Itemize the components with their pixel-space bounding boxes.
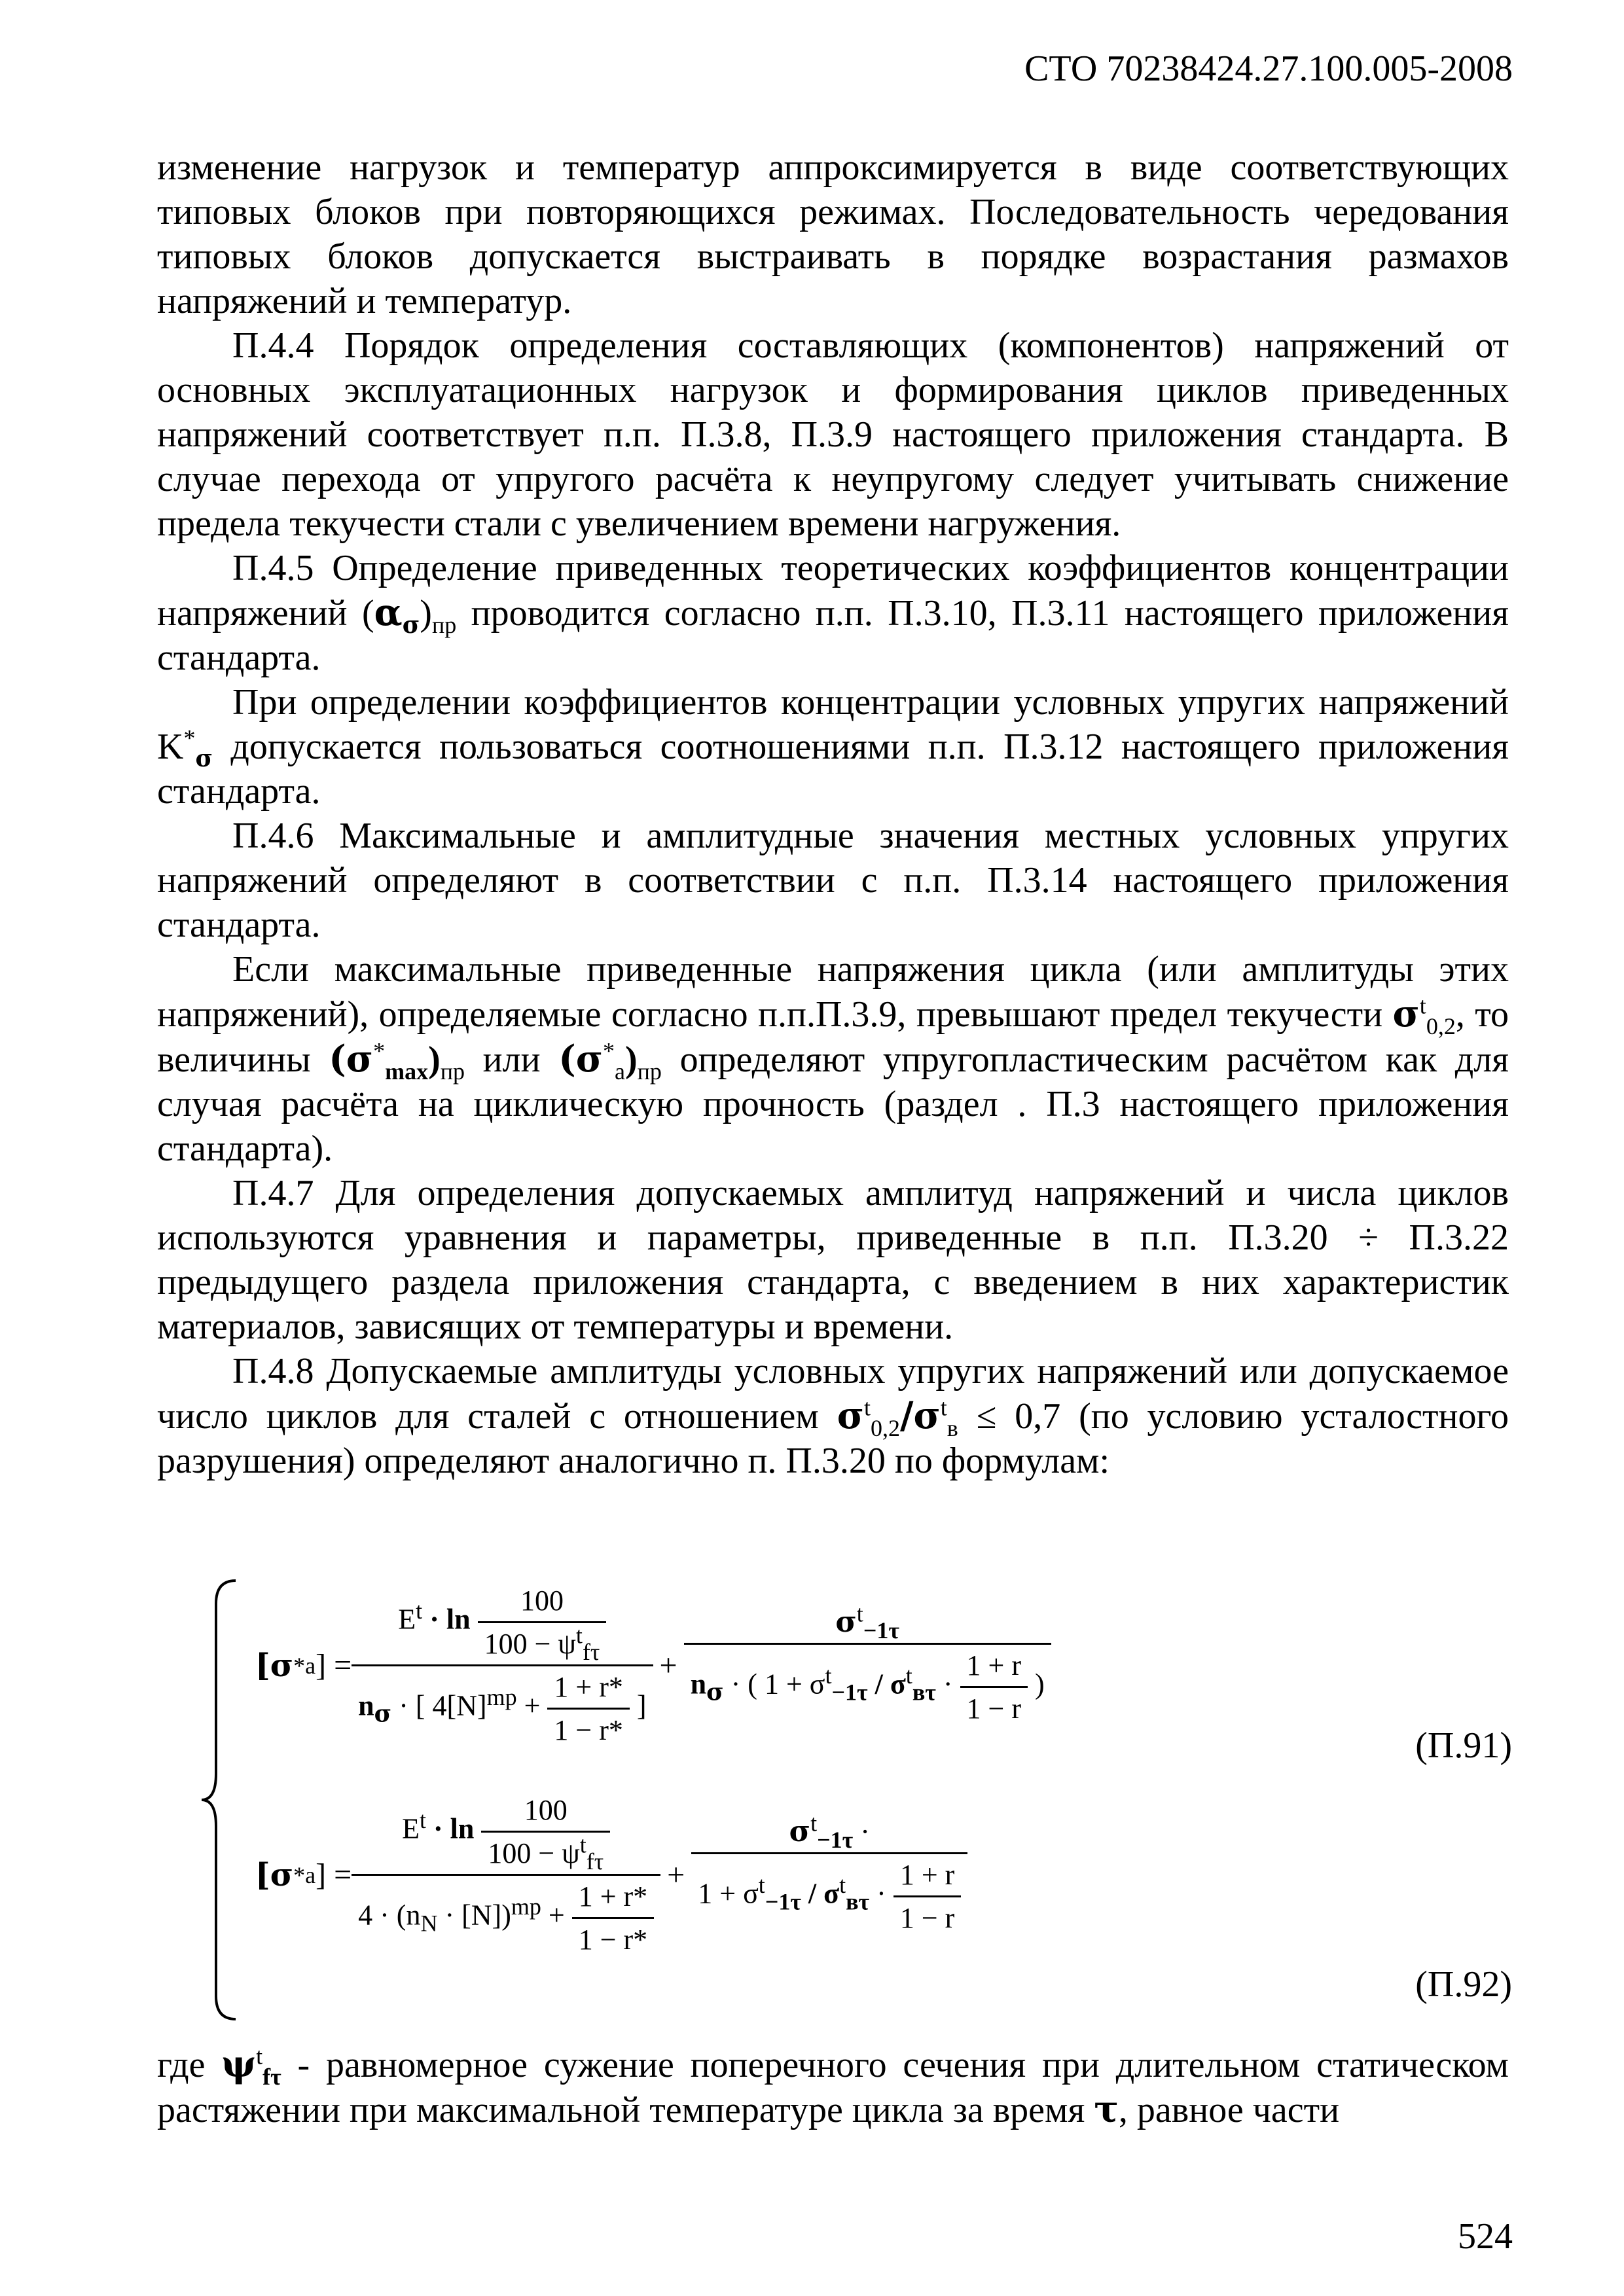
text-run: проводится согласно п.п. П.3.10, П.3.11 настоящего приложения стандарта. [157,593,1509,678]
formula-92-label: (П.92) [1415,1964,1512,2005]
slash-sigma: / σ [801,1877,840,1910]
e-sup: t [419,1806,426,1833]
smax-pr: пр [440,1058,465,1085]
r-fraction [960,1649,1028,1725]
sa-pr: пр [637,1058,662,1085]
slash-sub: вτ [912,1679,936,1706]
document-code-header: СТО 70238424.27.100.005-2008 [1024,48,1513,89]
slash-sup: t [905,1662,912,1689]
ratio-condition: ≤ 0,7 [958,1396,1061,1437]
lhs-close: ] = [316,1648,352,1683]
ln-num: 100 [520,1585,564,1617]
n-sigma-sub: σ [374,1700,392,1728]
r-den: 1 − r [960,1686,1028,1725]
sigma-1-sub: −1τ [863,1617,899,1643]
text-run: допускается пользоваться соотношениями п.п. П.3.12 настоящего приложения стандарта. [157,726,1509,812]
text-run: П.4.8 Допускаемые амплитуды условных упругих напряжений или допускаемое число циклов для сталей с отношением [157,1351,1509,1437]
text-run: , равное части [1118,2090,1340,2130]
psi-term: 100 − ψ [484,1628,576,1660]
sigma-1-sup: t [856,1600,863,1627]
plus-sign: + [667,1857,685,1892]
lhs-close: ] = [316,1857,352,1892]
n-sigma-2: n [690,1668,707,1700]
r-fraction [893,1858,961,1935]
text-run: (по условию усталостного разрушения) определяют аналогично п. П.3.20 по формулам: [157,1396,1509,1481]
ln-num: 100 [524,1794,568,1826]
numerator-2 [783,1810,876,1853]
text-run: Если максимальные приведенные напряжения цикла (или амплитуды этих напряжений), определяемые согласно п.п.П.3.9, превышают предел текучести [157,949,1509,1035]
ratio-sigma: σ [837,1394,864,1437]
curly-brace [196,1577,242,2022]
alpha-pr-subscript: пр [431,612,457,639]
formula-91-main-fraction [352,1584,653,1747]
lhs-sigma: [σ [255,1856,294,1893]
psi-sup: t [579,1831,586,1858]
n-sigma-2-sub: σ [706,1678,724,1706]
paragraph-p4-5 [157,546,1509,680]
slash-sigma: / σ [867,1668,906,1700]
sigma-1-sub: −1τ [817,1826,854,1853]
den-plus: + [516,1689,548,1722]
term-sub: −1τ [765,1888,801,1915]
e-sup: t [416,1597,423,1624]
r-num: 1 + r [899,1859,955,1891]
den-bracket: · [N]) [437,1899,511,1931]
ln-op: · ln [426,1812,475,1845]
r-star-fraction [547,1670,629,1747]
sa-superscript: * [603,1037,615,1064]
den-plus: + [541,1899,572,1931]
formula-system [196,1577,1512,2022]
ln-op: · ln [422,1603,471,1636]
psi-term: 100 − ψ [488,1837,580,1869]
psi-superscript: t [256,2043,263,2070]
alpha-close-paren: ) [420,593,432,634]
sa-close: ) [624,1039,638,1080]
n-sigma: n [358,1689,374,1722]
body-text [157,145,1509,1483]
paragraph-p4-7: П.4.7 Для определения допускаемых амплитуд напряжений и числа циклов используются уравнения и параметры, приведенные в п.п. П.3.20 ÷ П.3.22 предыдущего раздела приложения стандарта, с введением в них характеристик материалов, зависящих от температуры и времени. [157,1173,1509,1347]
four-n: 4 · (n [358,1899,421,1931]
psi-sub: fτ [586,1848,604,1874]
k-letter: K [157,726,184,767]
psi-sup: t [575,1622,583,1649]
paragraph-p4-8 [157,1349,1509,1483]
sigma-1: σ [835,1605,857,1639]
text-run: или [465,1039,559,1080]
denominator-2 [684,1643,1051,1725]
formula-92-lhs: [σ * a ] = [255,1856,352,1893]
r-star-num: 1 + r* [578,1880,648,1912]
paragraph-concentration [157,680,1509,814]
alpha-symbol: α [374,591,403,634]
formula-92 [255,1793,967,1956]
k-superscript: * [183,725,196,751]
formula-91-second-fraction [684,1600,1051,1725]
smax-subscript: max [385,1058,429,1085]
r-star-fraction [572,1880,654,1956]
formula-91-label: (П.91) [1415,1725,1512,1766]
slash-sub: вτ [846,1888,870,1915]
dot: · [853,1816,870,1848]
page-number: 524 [1458,2216,1513,2257]
smax-symbol: (σ [329,1037,374,1081]
n-sub: N [420,1910,438,1937]
text-run: При определении коэффициентов концентрации условных упругих напряжений [232,682,1509,723]
paragraph-p4-4: П.4.4 Порядок определения составляющих (компонентов) напряжений от основных эксплуатационных нагрузок и формирования циклов приведенных напряжений соответствует п.п. П.3.8, П.3.9 настоящего приложения стандарта. В случае перехода от упругого расчёта к неупругому следует учитывать снижение предела текучести стали с увеличением времени нагружения. [157,325,1509,544]
term: 1 + σ [698,1877,759,1910]
paragraph-p4-6: П.4.6 Максимальные и амплитудные значения местных условных упругих напряжений определяют в соответствии с п.п. П.3.14 настоящего приложения стандарта. [157,816,1509,945]
numerator [391,1584,613,1664]
paragraph-where [157,2042,1509,2132]
r-num: 1 + r [966,1649,1021,1681]
text-run: где [157,2045,222,2085]
where-clause [157,2042,1509,2132]
sigma02-subscript: 0,2 [1426,1013,1456,1040]
close-paren: ) [1027,1668,1045,1700]
text-run: - равномерное сужение поперечного сечения при длительном статическом растяжении при максимальной температуре цикла за время [157,2045,1509,2130]
text-run: определяют упругопластическим расчётом как для случая расчёта на циклическую прочность (раздел . П.3 настоящего приложения стандарта). [157,1039,1509,1169]
mp-sup: mp [511,1893,541,1920]
denominator [352,1664,653,1747]
r-star-num: 1 + r* [554,1671,623,1703]
psi-sub: fτ [582,1638,600,1665]
sa-subscript: a [615,1058,625,1085]
dot: · [869,1877,893,1910]
r-den: 1 − r [893,1895,961,1935]
ratio-superscript: t [863,1394,871,1421]
smax-close: ) [428,1039,441,1080]
dot: · [935,1668,960,1700]
e-modulus: E [402,1812,420,1845]
text-run: , то величины [157,994,1509,1080]
text-run: П.4.5 Определение приведенных теоретических коэффициентов концентрации напряжений ( [157,548,1509,634]
ln-fraction [478,1584,607,1665]
ratio-subscript: 0,2 [871,1415,900,1442]
term-sup: t [825,1662,832,1689]
den-bracket: · [ 4[N] [391,1689,487,1722]
ratio-slash-sigma: /σ [900,1394,941,1437]
ln-den [481,1831,610,1874]
term-sub: −1τ [831,1679,868,1706]
sa-symbol: (σ [558,1037,603,1081]
term: · ( 1 + σ [723,1668,825,1700]
plus-sign: + [659,1648,677,1683]
psi-subscript: fτ [262,2064,281,2090]
sigma-1: σ [789,1815,811,1848]
ln-den [478,1621,607,1665]
slash-sup: t [839,1871,846,1898]
smax-superscript: * [373,1037,386,1064]
k-subscript: σ [195,745,213,773]
formula-91-lhs: [σ * a ] = [255,1647,352,1684]
ln-fraction [481,1793,610,1874]
term-sup: t [758,1871,765,1898]
ratio-superscript-2: t [940,1394,947,1421]
psi-symbol: ψ [221,2043,257,2086]
numerator [395,1793,617,1874]
formula-91 [255,1584,1051,1747]
paragraph-yield [157,947,1509,1171]
r-star-den: 1 − r* [572,1917,654,1956]
den-close: ] [629,1689,647,1722]
alpha-subscript: σ [402,611,420,639]
sigma-1-sup: t [810,1810,818,1837]
mp-sup: mp [486,1683,517,1710]
e-modulus: E [398,1603,416,1636]
sigma02-symbol: σ [1392,992,1420,1035]
numerator-2 [829,1600,906,1643]
denominator-2 [691,1852,967,1935]
paragraph: изменение нагрузок и температур аппроксимируется в виде соответствующих типовых блоков при повторяющихся режимах. Последовательность чередования типовых блоков допускается выстраивать в порядке возрастания размахов напряжений и температур. [157,147,1509,321]
formula-92-main-fraction [352,1793,660,1956]
ratio-subscript-2: в [947,1415,958,1442]
tau-symbol: τ [1094,2088,1119,2131]
lhs-sigma: [σ [255,1647,294,1684]
denominator [352,1874,660,1956]
sigma02-superscript: t [1419,992,1426,1019]
r-star-den: 1 − r* [547,1708,629,1747]
formula-92-second-fraction [691,1810,967,1935]
